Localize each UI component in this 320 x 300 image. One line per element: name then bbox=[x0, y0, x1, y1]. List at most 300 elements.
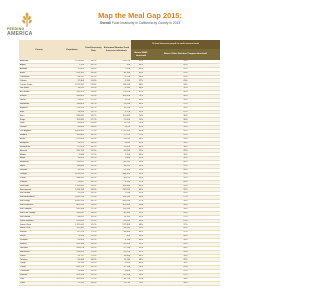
fi-rate-cell: 19.0% bbox=[85, 281, 102, 285]
below-snap-cell: 58% bbox=[131, 75, 151, 79]
above-threshold-cell: 28% bbox=[151, 149, 220, 153]
county-cell: Fresno bbox=[19, 95, 59, 99]
county-cell: San Francisco bbox=[19, 203, 59, 207]
below-snap-cell: 46% bbox=[131, 137, 151, 141]
above-threshold-cell: 32% bbox=[151, 87, 220, 91]
below-snap-cell: 70% bbox=[131, 281, 151, 285]
below-snap-cell: 50% bbox=[131, 157, 151, 161]
fi-rate-cell: 12.4% bbox=[85, 165, 102, 169]
fi-rate-cell: 13.3% bbox=[85, 168, 102, 172]
fi-individuals-cell: 13,140 bbox=[102, 168, 131, 172]
population-cell: 13,786 bbox=[59, 262, 85, 266]
fi-rate-cell: 13.8% bbox=[85, 83, 102, 87]
fi-individuals-cell: 40,190 bbox=[102, 71, 131, 75]
below-snap-cell: 60% bbox=[131, 235, 151, 239]
population-cell: 413,344 bbox=[59, 242, 85, 246]
fi-individuals-cell: 28,510 bbox=[102, 137, 131, 141]
population-cell: 3,240 bbox=[59, 235, 85, 239]
fi-rate-cell: 14.9% bbox=[85, 242, 102, 246]
county-cell: Tuolumne bbox=[19, 270, 59, 274]
fi-rate-cell: 14.2% bbox=[85, 60, 102, 63]
fi-rate-cell: 10.9% bbox=[85, 215, 102, 219]
population-cell: 3,095,313 bbox=[59, 200, 85, 204]
county-cell: Imperial bbox=[19, 106, 59, 110]
below-snap-cell: 55% bbox=[131, 211, 151, 215]
county-cell: Kings bbox=[19, 118, 59, 122]
county-cell: Los Angeles bbox=[19, 130, 59, 134]
fi-individuals-cell: 35,290 bbox=[102, 106, 131, 110]
fi-individuals-cell: 2,720 bbox=[102, 110, 131, 114]
population-cell: 28,037 bbox=[59, 98, 85, 102]
above-threshold-cell: 45% bbox=[151, 192, 220, 196]
fi-rate-cell: 17.3% bbox=[85, 277, 102, 281]
above-threshold-cell: 33% bbox=[151, 172, 220, 176]
column-header-county: County bbox=[19, 40, 59, 60]
fi-individuals-cell: 354,130 bbox=[102, 196, 131, 200]
above-threshold-cell: 37% bbox=[151, 71, 220, 75]
population-cell: 1,159 bbox=[59, 63, 85, 67]
fi-individuals-cell: 190 bbox=[102, 63, 131, 67]
above-threshold-cell: 54% bbox=[151, 137, 220, 141]
below-snap-cell: 57% bbox=[131, 200, 151, 204]
fi-individuals-cell: 2,650 bbox=[102, 262, 131, 266]
income-band-group-header: % food insecure people in each income band bbox=[131, 40, 220, 49]
fi-rate-cell: 11.3% bbox=[85, 137, 102, 141]
county-cell: Madera bbox=[19, 133, 59, 137]
fi-individuals-cell: 27,020 bbox=[102, 118, 131, 122]
county-cell: Shasta bbox=[19, 231, 59, 235]
fi-rate-cell: 17.5% bbox=[85, 153, 102, 157]
fi-individuals-cell: 224,210 bbox=[102, 60, 131, 63]
fi-individuals-cell: 11,740 bbox=[102, 258, 131, 262]
fi-individuals-cell: 91,570 bbox=[102, 250, 131, 254]
above-threshold-cell: 43% bbox=[151, 180, 220, 184]
below-snap-cell: 53% bbox=[131, 273, 151, 277]
subtitle-rest: Food Insecurity in California by County in 2013 bbox=[110, 21, 181, 25]
population-cell: 21,304 bbox=[59, 79, 85, 83]
above-threshold-cell: 37% bbox=[151, 231, 220, 235]
below-snap-cell: 46% bbox=[131, 223, 151, 227]
population-cell: 9,893,481 bbox=[59, 130, 85, 134]
fi-rate-cell: 12.9% bbox=[85, 172, 102, 176]
population-cell: 18,546 bbox=[59, 110, 85, 114]
county-cell: Napa bbox=[19, 165, 59, 169]
county-cell: Alpine bbox=[19, 63, 59, 67]
fi-rate-cell: 12.2% bbox=[85, 223, 102, 227]
above-threshold-cell: 34% bbox=[151, 254, 220, 258]
above-threshold-cell: 32% bbox=[151, 188, 220, 192]
population-cell: 1,578,891 bbox=[59, 60, 85, 63]
fi-rate-cell: 17.2% bbox=[85, 231, 102, 235]
population-cell: 136,484 bbox=[59, 165, 85, 169]
above-threshold-cell: 37% bbox=[151, 102, 220, 106]
population-cell: 87,428 bbox=[59, 145, 85, 149]
below-snap-cell: 48% bbox=[131, 83, 151, 87]
fi-rate-cell: 17.3% bbox=[85, 130, 102, 134]
below-snap-cell: 72% bbox=[131, 149, 151, 153]
above-threshold-cell: 41% bbox=[151, 219, 220, 223]
below-snap-cell: 68% bbox=[131, 258, 151, 262]
below-snap-cell: 66% bbox=[131, 262, 151, 266]
fi-individuals-cell: 5,870 bbox=[102, 126, 131, 130]
fi-individuals-cell: 49,370 bbox=[102, 149, 131, 153]
above-threshold-cell: 48% bbox=[151, 168, 220, 172]
page-title: Map the Meal Gap 2015: bbox=[98, 11, 182, 20]
above-threshold-cell: 40% bbox=[151, 235, 220, 239]
below-snap-cell: 66% bbox=[131, 207, 151, 211]
fi-rate-cell: 18.5% bbox=[85, 258, 102, 262]
fi-individuals-cell: 500 bbox=[102, 235, 131, 239]
above-threshold-cell: 47% bbox=[151, 273, 220, 277]
above-threshold-cell: 34% bbox=[151, 262, 220, 266]
fi-individuals-cell: 1,880 bbox=[102, 157, 131, 161]
county-cell: Ventura bbox=[19, 273, 59, 277]
county-cell: Lassen bbox=[19, 126, 59, 130]
above-threshold-cell: 51% bbox=[151, 165, 220, 169]
below-snap-cell: 63% bbox=[131, 102, 151, 106]
above-threshold-cell: 35% bbox=[151, 153, 220, 157]
population-cell: 1,781,642 bbox=[59, 223, 85, 227]
below-snap-cell: 50% bbox=[131, 203, 151, 207]
fi-individuals-cell: 455,010 bbox=[102, 200, 131, 204]
below-snap-cell: 65% bbox=[131, 196, 151, 200]
fi-individuals-cell: 8,800 bbox=[102, 270, 131, 274]
fi-rate-cell: 18.2% bbox=[85, 145, 102, 149]
below-snap-cell: 52% bbox=[131, 91, 151, 95]
above-threshold-cell: 50% bbox=[151, 203, 220, 207]
fi-individuals-cell: 111,150 bbox=[102, 273, 131, 277]
fi-individuals-cell: 6,720 bbox=[102, 75, 131, 79]
below-snap-cell: 64% bbox=[131, 145, 151, 149]
below-snap-cell: 63% bbox=[131, 184, 151, 188]
population-cell: 94,737 bbox=[59, 254, 85, 258]
above-threshold-cell: 32% bbox=[151, 258, 220, 262]
county-cell: Lake bbox=[19, 122, 59, 126]
county-cell: Glenn bbox=[19, 98, 59, 102]
county-cell: San Benito bbox=[19, 192, 59, 196]
fi-rate-cell: 14.7% bbox=[85, 200, 102, 204]
county-cell: Modoc bbox=[19, 153, 59, 157]
fi-rate-cell: 18.1% bbox=[85, 238, 102, 242]
fi-individuals-cell: 3,330 bbox=[102, 79, 131, 83]
above-threshold-cell: 28% bbox=[151, 106, 220, 110]
fi-individuals-cell: 235,520 bbox=[102, 188, 131, 192]
above-threshold-cell: 39% bbox=[151, 141, 220, 145]
population-cell: 20,007 bbox=[59, 180, 85, 184]
fi-rate-cell: 17.5% bbox=[85, 98, 102, 102]
fi-rate-cell: 17.7% bbox=[85, 118, 102, 122]
fi-individuals-cell: 388,320 bbox=[102, 172, 131, 176]
population-cell: 55,365 bbox=[59, 270, 85, 274]
county-cell: Sutter bbox=[19, 254, 59, 258]
above-threshold-cell: 41% bbox=[151, 67, 220, 71]
below-snap-cell: 59% bbox=[131, 219, 151, 223]
above-threshold-cell: 30% bbox=[151, 118, 220, 122]
county-cell: Monterey bbox=[19, 161, 59, 165]
above-threshold-cell: 35% bbox=[151, 98, 220, 102]
below-snap-cell: 70% bbox=[131, 122, 151, 126]
below-snap-cell: 70% bbox=[131, 118, 151, 122]
fi-rate-cell: 18.3% bbox=[85, 133, 102, 137]
fi-rate-cell: 11.5% bbox=[85, 176, 102, 180]
fi-rate-cell: 18.1% bbox=[85, 114, 102, 118]
fi-individuals-cell: 1,711,550 bbox=[102, 130, 131, 134]
above-threshold-cell: 38% bbox=[151, 277, 220, 281]
county-cell: Sierra bbox=[19, 235, 59, 239]
population-cell: 423,895 bbox=[59, 219, 85, 223]
fi-rate-cell: 16.6% bbox=[85, 188, 102, 192]
fi-rate-cell: 16.2% bbox=[85, 180, 102, 184]
below-snap-cell: 58% bbox=[131, 63, 151, 67]
county-cell: Del Norte bbox=[19, 87, 59, 91]
fi-rate-cell: 20.2% bbox=[85, 106, 102, 110]
population-cell: 1,418,788 bbox=[59, 188, 85, 192]
population-cell: 939,605 bbox=[59, 95, 85, 99]
fi-individuals-cell: 67,740 bbox=[102, 246, 131, 250]
above-threshold-cell: 27% bbox=[151, 196, 220, 200]
population-cell: 823,318 bbox=[59, 273, 85, 277]
logo-text bbox=[7, 27, 47, 36]
page-subtitle bbox=[60, 21, 220, 25]
fi-rate-cell: 16.7% bbox=[85, 63, 102, 67]
above-threshold-cell: 30% bbox=[151, 122, 220, 126]
fi-rate-cell: 15.4% bbox=[85, 219, 102, 223]
below-snap-cell: 57% bbox=[131, 180, 151, 184]
below-snap-cell: 67% bbox=[131, 250, 151, 254]
county-cell: Nevada bbox=[19, 168, 59, 172]
below-snap-cell: 51% bbox=[131, 172, 151, 176]
below-snap-cell: 49% bbox=[131, 165, 151, 169]
fi-rate-cell: 13.1% bbox=[85, 192, 102, 196]
county-cell: Mariposa bbox=[19, 141, 59, 145]
fi-individuals-cell: 151,660 bbox=[102, 114, 131, 118]
county-cell: Humboldt bbox=[19, 102, 59, 106]
below-snap-cell: 55% bbox=[131, 242, 151, 246]
county-cell: Plumas bbox=[19, 180, 59, 184]
fi-individuals-cell: 217,360 bbox=[102, 223, 131, 227]
above-threshold-cell: 28% bbox=[151, 184, 220, 188]
above-threshold-cell: 34% bbox=[151, 238, 220, 242]
population-cell: 2,189,641 bbox=[59, 184, 85, 188]
county-cell: El Dorado bbox=[19, 91, 59, 95]
fi-individuals-cell: 5,430 bbox=[102, 87, 131, 91]
column-header-above-threshold: Above Other Nutrition Program threshold bbox=[151, 49, 220, 60]
population-cell: 14,202 bbox=[59, 157, 85, 161]
column-header-below-snap: Below SNAP threshold bbox=[131, 49, 151, 60]
below-snap-cell: 55% bbox=[131, 192, 151, 196]
below-snap-cell: 59% bbox=[131, 67, 151, 71]
population-cell: 9,686 bbox=[59, 153, 85, 157]
population-cell: 1,079,597 bbox=[59, 83, 85, 87]
below-snap-cell: 63% bbox=[131, 130, 151, 134]
county-cell: Placer bbox=[19, 176, 59, 180]
below-snap-cell: 70% bbox=[131, 114, 151, 118]
fi-rate-cell: 19.2% bbox=[85, 87, 102, 91]
fi-individuals-cell: 13,170 bbox=[102, 122, 131, 126]
above-threshold-cell: 39% bbox=[151, 126, 220, 130]
fi-rate-cell: 14.6% bbox=[85, 227, 102, 231]
fi-individuals-cell: 183,500 bbox=[102, 95, 131, 99]
below-snap-cell: 54% bbox=[131, 246, 151, 250]
above-threshold-cell: 47% bbox=[151, 110, 220, 114]
fi-rate-cell: 17.5% bbox=[85, 207, 102, 211]
above-threshold-cell: 30% bbox=[151, 114, 220, 118]
population-cell: 44,517 bbox=[59, 75, 85, 79]
fi-rate-cell: 19.5% bbox=[85, 95, 102, 99]
population-cell: 2,035,210 bbox=[59, 196, 85, 200]
fi-individuals-cell: 16,920 bbox=[102, 165, 131, 169]
below-snap-cell: 52% bbox=[131, 168, 151, 172]
below-snap-cell: 60% bbox=[131, 188, 151, 192]
county-cell: Yuba bbox=[19, 281, 59, 285]
county-cell: Butte bbox=[19, 71, 59, 75]
population-cell: 37,001 bbox=[59, 67, 85, 71]
population-cell: 18,251 bbox=[59, 141, 85, 145]
fi-rate-cell: 14.4% bbox=[85, 67, 102, 71]
population-cell: 44,900 bbox=[59, 238, 85, 242]
below-snap-cell: 55% bbox=[131, 227, 151, 231]
above-threshold-cell: 36% bbox=[151, 145, 220, 149]
population-cell: 28,295 bbox=[59, 87, 85, 91]
below-snap-cell: 63% bbox=[131, 71, 151, 75]
fi-individuals-cell: 5,320 bbox=[102, 67, 131, 71]
wheat-icon bbox=[7, 12, 47, 28]
above-threshold-cell: 45% bbox=[151, 242, 220, 246]
fi-rate-cell: 15.9% bbox=[85, 270, 102, 274]
county-cell: Inyo bbox=[19, 110, 59, 114]
county-cell: Santa Clara bbox=[19, 223, 59, 227]
fi-rate-cell: 14.9% bbox=[85, 211, 102, 215]
table-body bbox=[19, 60, 220, 285]
county-cell: Calaveras bbox=[19, 75, 59, 79]
fi-rate-cell: 19.2% bbox=[85, 262, 102, 266]
population-cell: 64,665 bbox=[59, 122, 85, 126]
fi-rate-cell: 16.6% bbox=[85, 141, 102, 145]
above-threshold-cell: 30% bbox=[151, 95, 220, 99]
above-threshold-cell: 29% bbox=[151, 133, 220, 137]
fi-individuals-cell: 34,750 bbox=[102, 277, 131, 281]
fi-rate-cell: 16.6% bbox=[85, 184, 102, 188]
below-snap-cell: 68% bbox=[131, 87, 151, 91]
population-cell: 174,528 bbox=[59, 106, 85, 110]
above-threshold-cell: 42% bbox=[151, 75, 220, 79]
fi-individuals-cell: 25,240 bbox=[102, 102, 131, 106]
fi-individuals-cell: 4,910 bbox=[102, 98, 131, 102]
population-cell: 200,849 bbox=[59, 277, 85, 281]
above-threshold-cell: 57% bbox=[151, 215, 220, 219]
population-cell: 415,057 bbox=[59, 161, 85, 165]
population-cell: 685,306 bbox=[59, 207, 85, 211]
county-cell: Alameda bbox=[19, 60, 59, 63]
below-snap-cell: 60% bbox=[131, 161, 151, 165]
fi-individuals-cell: 61,590 bbox=[102, 242, 131, 246]
below-snap-cell: 70% bbox=[131, 95, 151, 99]
fi-rate-cell: 18.7% bbox=[85, 102, 102, 106]
fi-rate-cell: 15.6% bbox=[85, 79, 102, 83]
population-cell: 514,453 bbox=[59, 250, 85, 254]
fi-individuals-cell: 149,410 bbox=[102, 83, 131, 87]
fi-individuals-cell: 87,110 bbox=[102, 266, 131, 270]
above-threshold-cell: 45% bbox=[151, 227, 220, 231]
fi-rate-cell: 19.3% bbox=[85, 149, 102, 153]
below-snap-cell: 59% bbox=[131, 270, 151, 274]
county-cell: San Mateo bbox=[19, 215, 59, 219]
table-header-row bbox=[19, 40, 220, 49]
below-snap-cell: 57% bbox=[131, 79, 151, 83]
population-cell: 180,561 bbox=[59, 91, 85, 95]
column-header-fi-rate: Food Insecurity Rate bbox=[85, 40, 102, 60]
county-cell: San Bernardino bbox=[19, 196, 59, 200]
fi-rate-cell: 15.1% bbox=[85, 75, 102, 79]
below-snap-cell: 61% bbox=[131, 141, 151, 145]
above-threshold-cell: 46% bbox=[151, 246, 220, 250]
population-cell: 805,235 bbox=[59, 203, 85, 207]
county-cell: Riverside bbox=[19, 184, 59, 188]
fi-individuals-cell: 40,070 bbox=[102, 176, 131, 180]
fi-individuals-cell: 107,900 bbox=[102, 203, 131, 207]
fi-individuals-cell: 23,520 bbox=[102, 91, 131, 95]
above-threshold-cell: 34% bbox=[151, 83, 220, 87]
above-threshold-cell: 43% bbox=[151, 79, 220, 83]
below-snap-cell: 71% bbox=[131, 133, 151, 137]
column-header-fi-individuals: Estimated Number Food Insecure Individuals bbox=[102, 40, 131, 60]
population-cell: 348,432 bbox=[59, 176, 85, 180]
below-snap-cell: 63% bbox=[131, 231, 151, 235]
population-cell: 220,101 bbox=[59, 71, 85, 75]
population-cell: 150,865 bbox=[59, 133, 85, 137]
fi-rate-cell: 14.7% bbox=[85, 110, 102, 114]
fi-rate-cell: 17.4% bbox=[85, 196, 102, 200]
above-threshold-cell: 41% bbox=[151, 270, 220, 274]
county-cell: Tulare bbox=[19, 266, 59, 270]
fi-rate-cell: 15.5% bbox=[85, 161, 102, 165]
county-cell: Stanislaus bbox=[19, 250, 59, 254]
below-snap-cell: 53% bbox=[131, 110, 151, 114]
above-threshold-cell: 50% bbox=[151, 157, 220, 161]
logo-line-2: AMERICA bbox=[7, 30, 33, 37]
county-cell: Santa Cruz bbox=[19, 227, 59, 231]
above-threshold-cell: 30% bbox=[151, 281, 220, 285]
below-snap-cell: 65% bbox=[131, 153, 151, 157]
below-snap-cell: 61% bbox=[131, 126, 151, 130]
fi-rate-cell: 13.5% bbox=[85, 273, 102, 277]
above-threshold-cell: 40% bbox=[151, 161, 220, 165]
below-snap-cell: 43% bbox=[131, 215, 151, 219]
below-snap-cell: 65% bbox=[131, 98, 151, 102]
county-cell: Marin bbox=[19, 137, 59, 141]
county-cell: San Joaquin bbox=[19, 207, 59, 211]
fi-individuals-cell: 30,480 bbox=[102, 231, 131, 235]
fi-individuals-cell: 15,920 bbox=[102, 145, 131, 149]
county-cell: Mendocino bbox=[19, 145, 59, 149]
fi-individuals-cell: 27,570 bbox=[102, 133, 131, 137]
fi-individuals-cell: 40,180 bbox=[102, 211, 131, 215]
below-snap-cell: 66% bbox=[131, 254, 151, 258]
population-cell: 442,179 bbox=[59, 266, 85, 270]
above-threshold-cell: 37% bbox=[151, 223, 220, 227]
county-cell: Colusa bbox=[19, 79, 59, 83]
fi-individuals-cell: 38,310 bbox=[102, 227, 131, 231]
county-cell: Siskiyou bbox=[19, 238, 59, 242]
below-snap-cell: 72% bbox=[131, 106, 151, 110]
above-threshold-cell: 42% bbox=[151, 63, 220, 67]
county-cell: Merced bbox=[19, 149, 59, 153]
fi-individuals-cell: 16,480 bbox=[102, 254, 131, 258]
fi-rate-cell: 13.0% bbox=[85, 91, 102, 95]
population-cell: 72,155 bbox=[59, 281, 85, 285]
fi-individuals-cell: 13,710 bbox=[102, 281, 131, 285]
county-cell: Mono bbox=[19, 157, 59, 161]
